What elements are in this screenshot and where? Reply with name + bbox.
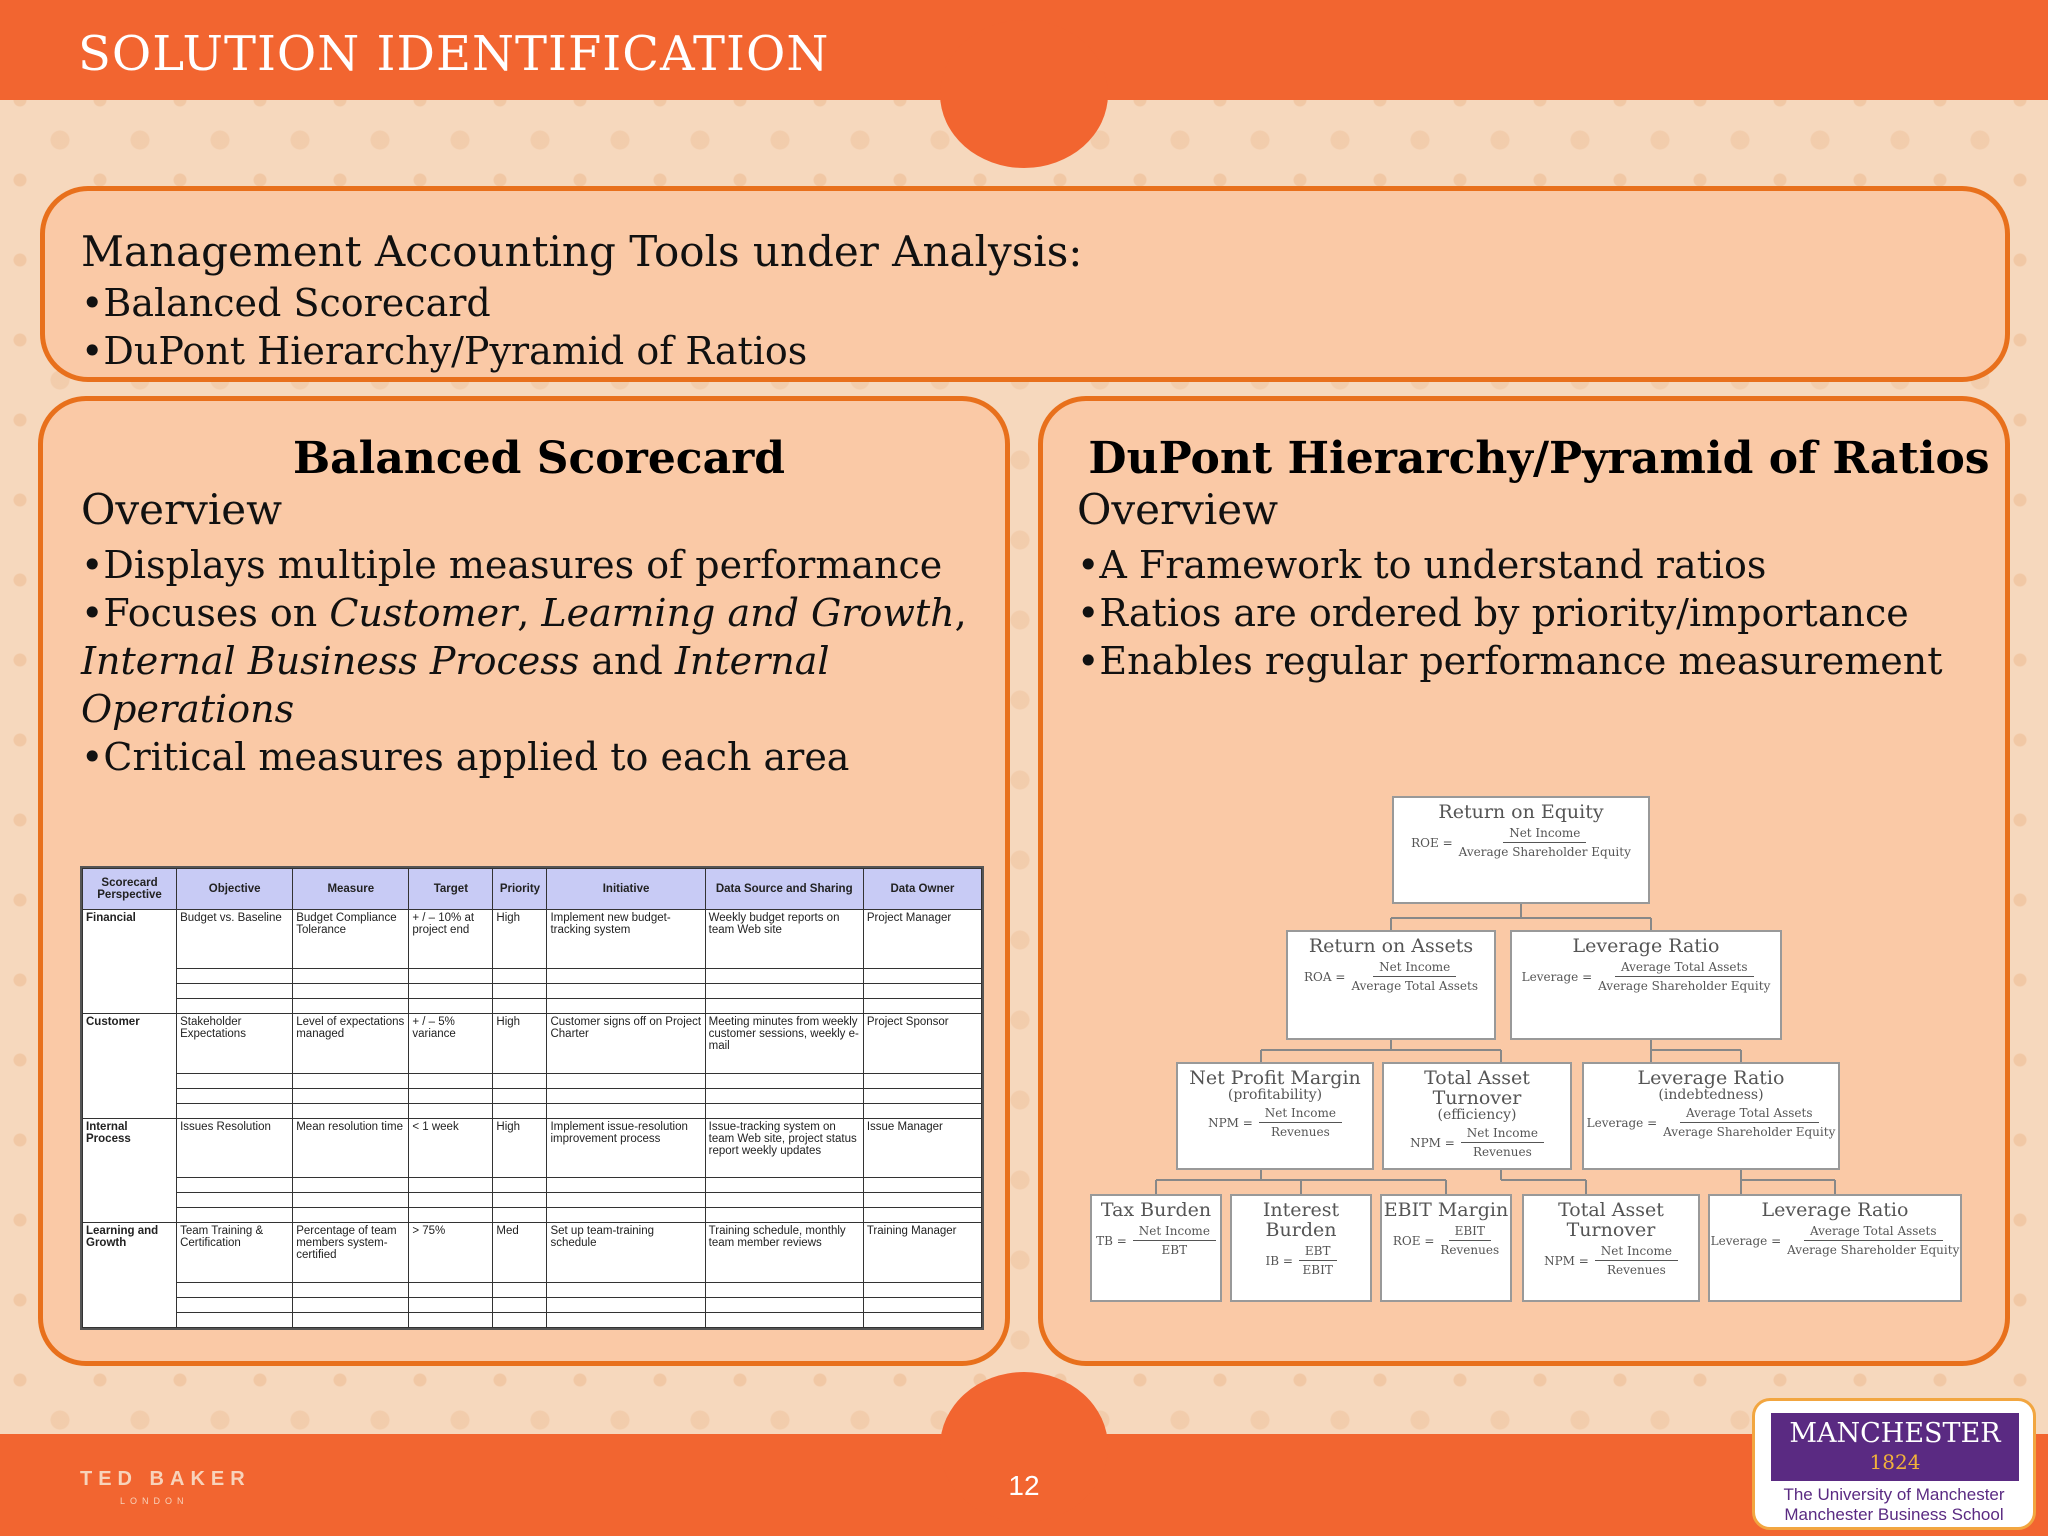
box-subtitle: (profitability) xyxy=(1227,1087,1323,1103)
empty-cell xyxy=(177,984,293,999)
empty-cell xyxy=(293,1073,409,1088)
empty-cell xyxy=(547,1088,705,1103)
table-row xyxy=(83,1014,982,1073)
empty-cell xyxy=(409,1193,493,1208)
formula: Leverage = $\frac{\text{Average Total Assets}}{\text{Average Shareholder Equity}}$ xyxy=(1710,1224,1960,1257)
empty-cell xyxy=(493,984,547,999)
table-subrow xyxy=(83,1208,982,1223)
dupont-box-roe xyxy=(1392,796,1650,904)
table-cell: Meeting minutes from weekly customer sessions, weekly e-mail xyxy=(705,1014,863,1073)
table-cell: Budget Compliance Tolerance xyxy=(293,910,409,969)
table-cell: Issues Resolution xyxy=(177,1118,293,1177)
empty-cell xyxy=(863,1282,981,1297)
bullet-item: •A Framework to understand ratios xyxy=(1077,543,1767,587)
table-cell: Set up team-training schedule xyxy=(547,1223,705,1282)
empty-cell xyxy=(409,1312,493,1327)
box-title: Return on Assets xyxy=(1308,935,1474,957)
empty-cell xyxy=(547,984,705,999)
table-cell: > 75% xyxy=(409,1223,493,1282)
dupont-box-leverage-2 xyxy=(1582,1062,1840,1170)
dupont-box-ebit-margin xyxy=(1380,1194,1512,1302)
empty-cell xyxy=(547,1178,705,1193)
logo-year: 1824 xyxy=(1869,1450,1921,1474)
empty-cell xyxy=(547,1208,705,1223)
empty-cell xyxy=(705,1088,863,1103)
table-cell: Weekly budget reports on team Web site xyxy=(705,910,863,969)
empty-cell xyxy=(863,1088,981,1103)
empty-cell xyxy=(863,999,981,1014)
column-header: Target xyxy=(409,869,493,910)
manchester-logo-box xyxy=(1771,1413,2019,1481)
empty-cell xyxy=(293,1088,409,1103)
table-subrow xyxy=(83,999,982,1014)
box-title: Total Asset Turnover xyxy=(1558,1199,1664,1241)
business-school-name: Manchester Business School xyxy=(1784,1505,2004,1524)
table-cell: + / – 10% at project end xyxy=(409,910,493,969)
dupont-box-tat-2 xyxy=(1522,1194,1700,1302)
empty-cell xyxy=(177,1103,293,1118)
formula: NPM = $\frac{\text{Net Income}}{\text{Revenues}}$ xyxy=(1384,1126,1570,1159)
box-title: Return on Equity xyxy=(1438,801,1604,823)
box-title: Total Asset Turnover xyxy=(1424,1067,1530,1109)
empty-cell xyxy=(863,1073,981,1088)
table-row xyxy=(83,910,982,969)
empty-cell xyxy=(177,1297,293,1312)
dupont-box-tax-burden xyxy=(1090,1194,1222,1302)
intro-panel xyxy=(40,186,2010,382)
header-circle xyxy=(940,20,1108,168)
bullet-item: •Enables regular performance measurement xyxy=(1077,639,1943,683)
dupont-box-interest-burden xyxy=(1230,1194,1372,1302)
empty-cell xyxy=(705,1208,863,1223)
empty-cell xyxy=(547,999,705,1014)
empty-cell xyxy=(705,1193,863,1208)
empty-cell xyxy=(177,1193,293,1208)
empty-cell xyxy=(493,1103,547,1118)
page-number: 12 xyxy=(1008,1470,1040,1501)
empty-cell xyxy=(547,1297,705,1312)
table-cell: High xyxy=(493,910,547,969)
empty-cell xyxy=(409,1088,493,1103)
table-subrow xyxy=(83,1088,982,1103)
table-cell: + / – 5% variance xyxy=(409,1014,493,1073)
table-subrow xyxy=(83,1282,982,1297)
table-subrow xyxy=(83,1073,982,1088)
empty-cell xyxy=(409,1178,493,1193)
table-subrow xyxy=(83,1297,982,1312)
empty-cell xyxy=(705,1297,863,1312)
table-subrow xyxy=(83,1178,982,1193)
overview-heading: Overview xyxy=(81,485,283,534)
empty-cell xyxy=(177,1178,293,1193)
empty-cell xyxy=(493,1312,547,1327)
formula: IB = $\frac{\text{EBT}}{\text{EBIT}}$ xyxy=(1232,1244,1370,1277)
bullet-item: •Ratios are ordered by priority/importance xyxy=(1077,591,1909,635)
formula: ROE = $\frac{\text{EBIT}}{\text{Revenues}}$ xyxy=(1392,1224,1500,1257)
table-cell: Issue Manager xyxy=(863,1118,981,1177)
empty-cell xyxy=(177,1208,293,1223)
empty-cell xyxy=(293,984,409,999)
empty-cell xyxy=(409,1297,493,1312)
empty-cell xyxy=(705,969,863,984)
panel-title: DuPont Hierarchy/Pyramid of Ratios xyxy=(1088,433,1990,484)
empty-cell xyxy=(705,1282,863,1297)
scorecard-table xyxy=(82,868,982,1328)
empty-cell xyxy=(409,1103,493,1118)
empty-cell xyxy=(493,1178,547,1193)
empty-cell xyxy=(177,1088,293,1103)
empty-cell xyxy=(293,1282,409,1297)
logo-name: MANCHESTER xyxy=(1789,1418,2001,1449)
empty-cell xyxy=(547,1073,705,1088)
empty-cell xyxy=(293,1208,409,1223)
empty-cell xyxy=(863,984,981,999)
table-cell: Training Manager xyxy=(863,1223,981,1282)
table-cell: Implement issue-resolution improvement process xyxy=(547,1118,705,1177)
empty-cell xyxy=(863,1193,981,1208)
column-header: Data Source and Sharing xyxy=(705,869,863,910)
table-cell: Stakeholder Expectations xyxy=(177,1014,293,1073)
table-cell: Mean resolution time xyxy=(293,1118,409,1177)
table-cell: Project Sponsor xyxy=(863,1014,981,1073)
formula: Leverage = $\frac{\text{Average Total Assets}}{\text{Average Shareholder Equity}}$ xyxy=(1586,1106,1836,1139)
empty-cell xyxy=(293,999,409,1014)
empty-cell xyxy=(547,1312,705,1327)
empty-cell xyxy=(547,1193,705,1208)
empty-cell xyxy=(293,1312,409,1327)
column-header: Priority xyxy=(493,869,547,910)
empty-cell xyxy=(293,969,409,984)
table-row xyxy=(83,1118,982,1177)
formula: TB = $\frac{\text{Net Income}}{\text{EBT}}$ xyxy=(1092,1224,1220,1257)
empty-cell xyxy=(863,1178,981,1193)
empty-cell xyxy=(493,1193,547,1208)
table-cell: Med xyxy=(493,1223,547,1282)
empty-cell xyxy=(863,1297,981,1312)
empty-cell xyxy=(409,1073,493,1088)
formula: ROA = $\frac{\text{Net Income}}{\text{Average Total Assets}}$ xyxy=(1304,960,1478,993)
box-subtitle: (efficiency) xyxy=(1437,1107,1517,1123)
dupont-box-leverage xyxy=(1510,930,1782,1040)
table-subrow xyxy=(83,1103,982,1118)
empty-cell xyxy=(409,984,493,999)
bullet-item: •Displays multiple measures of performance xyxy=(81,543,943,587)
dupont-box-leverage-3 xyxy=(1708,1194,1962,1302)
intro-heading: Management Accounting Tools under Analysis: xyxy=(81,227,1083,276)
empty-cell xyxy=(409,969,493,984)
intro-item-1: •Balanced Scorecard xyxy=(81,281,491,325)
box-title: Net Profit Margin xyxy=(1189,1067,1361,1089)
table-cell: High xyxy=(493,1118,547,1177)
empty-cell xyxy=(409,999,493,1014)
box-title: EBIT Margin xyxy=(1383,1199,1509,1221)
table-cell: Budget vs. Baseline xyxy=(177,910,293,969)
bullet-item: •Focuses on Customer, Learning and Growth, Internal Business Process and Internal Operations xyxy=(81,591,967,731)
empty-cell xyxy=(705,1178,863,1193)
dupont-box-roa xyxy=(1286,930,1496,1040)
formula: NPM = $\frac{\text{Net Income}}{\text{Revenues}}$ xyxy=(1178,1106,1372,1139)
table-cell: Customer signs off on Project Charter xyxy=(547,1014,705,1073)
table-cell: Team Training & Certification xyxy=(177,1223,293,1282)
page-title: SOLUTION IDENTIFICATION xyxy=(78,26,830,82)
empty-cell xyxy=(493,1297,547,1312)
table-header-row xyxy=(83,869,982,910)
bullet-list xyxy=(81,541,981,781)
table-subrow xyxy=(83,1193,982,1208)
table-subrow xyxy=(83,1312,982,1327)
empty-cell xyxy=(863,969,981,984)
empty-cell xyxy=(177,969,293,984)
table-subrow xyxy=(83,969,982,984)
empty-cell xyxy=(293,1178,409,1193)
box-title: Leverage Ratio xyxy=(1637,1067,1785,1089)
panel-title: Balanced Scorecard xyxy=(292,433,786,484)
empty-cell xyxy=(705,1103,863,1118)
box-title: Leverage Ratio xyxy=(1761,1199,1909,1221)
empty-cell xyxy=(705,1312,863,1327)
empty-cell xyxy=(177,999,293,1014)
table-cell: Training schedule, monthly team member reviews xyxy=(705,1223,863,1282)
table-cell: Project Manager xyxy=(863,910,981,969)
column-header: Measure xyxy=(293,869,409,910)
empty-cell xyxy=(493,1073,547,1088)
empty-cell xyxy=(493,1282,547,1297)
table-cell: Percentage of team members system-certified xyxy=(293,1223,409,1282)
empty-cell xyxy=(493,969,547,984)
empty-cell xyxy=(409,1208,493,1223)
university-logo xyxy=(1752,1398,2036,1530)
column-header: Objective xyxy=(177,869,293,910)
empty-cell xyxy=(863,1208,981,1223)
box-title: Leverage Ratio xyxy=(1572,935,1720,957)
ted-baker-sub: LONDON xyxy=(120,1496,189,1506)
column-header: Data Owner xyxy=(863,869,981,910)
formula: ROE = $\frac{\text{Net Income}}{\text{Average Shareholder Equity}}$ xyxy=(1411,826,1631,859)
empty-cell xyxy=(863,1103,981,1118)
university-name: The University of Manchester xyxy=(1783,1485,2005,1504)
intro-item-2: •DuPont Hierarchy/Pyramid of Ratios xyxy=(81,329,808,373)
empty-cell xyxy=(293,1193,409,1208)
empty-cell xyxy=(705,984,863,999)
column-header: Initiative xyxy=(547,869,705,910)
row-header-cell: Financial xyxy=(83,910,177,1014)
table-cell: < 1 week xyxy=(409,1118,493,1177)
bullet-list xyxy=(1077,541,1997,685)
empty-cell xyxy=(547,1282,705,1297)
box-title: Interest Burden xyxy=(1262,1199,1340,1241)
column-header: Scorecard Perspective xyxy=(83,869,177,910)
dupont-box-tat xyxy=(1382,1062,1572,1170)
empty-cell xyxy=(493,999,547,1014)
box-subtitle: (indebtedness) xyxy=(1658,1087,1764,1103)
empty-cell xyxy=(493,1088,547,1103)
empty-cell xyxy=(177,1312,293,1327)
table-cell: Issue-tracking system on team Web site, project status report weekly updates xyxy=(705,1118,863,1177)
empty-cell xyxy=(705,999,863,1014)
overview-heading: Overview xyxy=(1077,485,1279,534)
formula: Leverage = $\frac{\text{Average Total Assets}}{\text{Average Shareholder Equity}}$ xyxy=(1521,960,1771,993)
table-cell: Implement new budget-tracking system xyxy=(547,910,705,969)
row-header-cell: Customer xyxy=(83,1014,177,1118)
table-cell: High xyxy=(493,1014,547,1073)
empty-cell xyxy=(493,1208,547,1223)
empty-cell xyxy=(293,1297,409,1312)
row-header-cell: Learning and Growth xyxy=(83,1223,177,1328)
row-header-cell: Internal Process xyxy=(83,1118,177,1222)
empty-cell xyxy=(409,1282,493,1297)
empty-cell xyxy=(547,1103,705,1118)
bullet-item: •Critical measures applied to each area xyxy=(81,735,850,779)
empty-cell xyxy=(863,1312,981,1327)
box-title: Tax Burden xyxy=(1100,1199,1212,1221)
empty-cell xyxy=(177,1282,293,1297)
table-subrow xyxy=(83,984,982,999)
formula: NPM = $\frac{\text{Net Income}}{\text{Revenues}}$ xyxy=(1524,1244,1698,1277)
empty-cell xyxy=(547,969,705,984)
dupont-box-npm xyxy=(1176,1062,1374,1170)
empty-cell xyxy=(177,1073,293,1088)
table-row xyxy=(83,1223,982,1282)
ted-baker-logo: TED BAKER xyxy=(80,1468,251,1490)
table-cell: Level of expectations managed xyxy=(293,1014,409,1073)
scorecard-table-image xyxy=(80,866,984,1330)
empty-cell xyxy=(293,1103,409,1118)
empty-cell xyxy=(705,1073,863,1088)
